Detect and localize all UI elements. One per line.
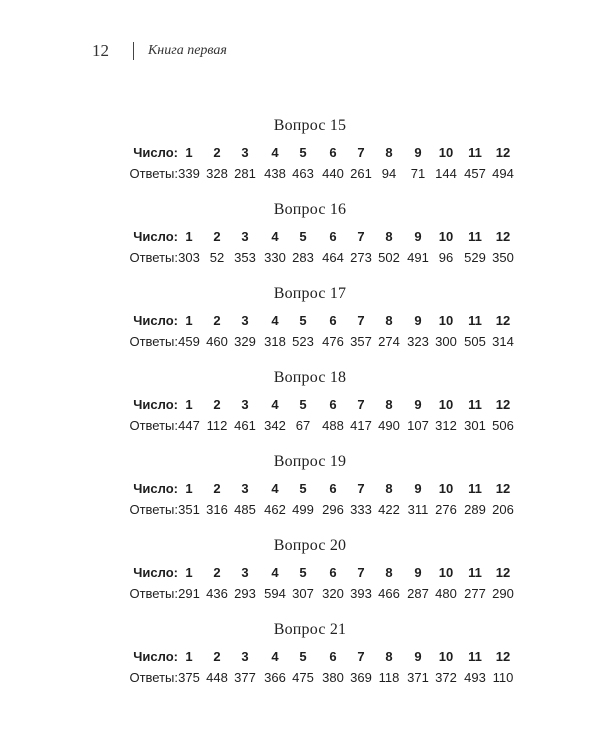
number-row-cell: 2: [213, 397, 221, 412]
number-row-cell: 3: [241, 649, 249, 664]
number-row-cell: 1: [185, 397, 193, 412]
answers-row-cell: 342: [264, 418, 286, 433]
answers-row-cell: 493: [464, 670, 486, 685]
answers-row-cell: 353: [234, 250, 256, 265]
number-row-cell: 8: [385, 481, 393, 496]
answers-row-cell: 67: [295, 418, 311, 433]
answers-row-cell: 494: [492, 166, 514, 181]
answers-row-label: Ответы:: [129, 250, 178, 265]
number-row-cell: 6: [329, 145, 337, 160]
answers-row-cell: 377: [234, 670, 256, 685]
question-title: Вопрос 16: [273, 201, 347, 218]
number-row-cell: 1: [185, 481, 193, 496]
number-row-cell: 3: [241, 145, 249, 160]
number-row-cell: 5: [299, 313, 307, 328]
number-row-cell: 10: [438, 649, 454, 664]
answers-row: [0, 668, 600, 688]
answers-row-cell: 314: [492, 334, 514, 349]
number-row: [0, 563, 600, 583]
number-row-cell: 5: [299, 481, 307, 496]
number-row-cell: 2: [213, 313, 221, 328]
number-row: [0, 479, 600, 499]
number-row-cell: 7: [357, 649, 365, 664]
answers-row-cell: 307: [292, 586, 314, 601]
answers-row-cell: 118: [378, 670, 400, 685]
answers-row-cell: 330: [264, 250, 286, 265]
number-row-cell: 12: [495, 229, 511, 244]
number-row-cell: 11: [468, 145, 482, 160]
answers-row: [0, 416, 600, 436]
answers-row-label: Ответы:: [129, 586, 178, 601]
number-row-cell: 4: [271, 397, 279, 412]
answers-row-cell: 107: [407, 418, 429, 433]
answers-row-cell: 206: [492, 502, 514, 517]
number-row-cell: 4: [271, 565, 279, 580]
number-row-label: Число:: [133, 313, 178, 328]
number-row-cell: 4: [271, 145, 279, 160]
number-row-cell: 12: [495, 145, 511, 160]
number-row-cell: 8: [385, 565, 393, 580]
number-row-cell: 9: [414, 397, 422, 412]
answers-row-cell: 460: [206, 334, 228, 349]
number-row-cell: 4: [271, 649, 279, 664]
answers-row-label: Ответы:: [129, 418, 178, 433]
answers-row-cell: 316: [206, 502, 228, 517]
question-list: [0, 116, 600, 704]
page-header: [92, 38, 227, 64]
answers-row-cell: 300: [435, 334, 457, 349]
number-row-cell: 12: [495, 649, 511, 664]
number-row-cell: 11: [468, 481, 482, 496]
book-title: Книга первая: [148, 43, 227, 58]
answers-row: [0, 584, 600, 604]
page-number: 12: [92, 41, 109, 60]
question-block: [0, 536, 600, 620]
number-row-cell: 11: [468, 397, 482, 412]
number-row: [0, 227, 600, 247]
answers-row-cell: 438: [264, 166, 286, 181]
answers-row-label: Ответы:: [129, 502, 178, 517]
number-row-label: Число:: [133, 397, 178, 412]
answers-row-cell: 291: [178, 586, 200, 601]
answers-row-cell: 523: [292, 334, 314, 349]
answers-row: [0, 500, 600, 520]
number-row-cell: 12: [495, 565, 511, 580]
number-row-cell: 2: [213, 649, 221, 664]
number-row: [0, 395, 600, 415]
number-row-label: Число:: [133, 229, 178, 244]
answers-row-cell: 144: [435, 166, 457, 181]
number-row-label: Число:: [133, 649, 178, 664]
answers-row: [0, 332, 600, 352]
answers-row-cell: 296: [322, 502, 344, 517]
answers-row-cell: 372: [435, 670, 457, 685]
answers-row-cell: 375: [178, 670, 200, 685]
answers-row-cell: 506: [492, 418, 514, 433]
answers-row-cell: 311: [407, 502, 429, 517]
answers-row-cell: 505: [464, 334, 486, 349]
answers-row-cell: 273: [350, 250, 372, 265]
answers-row-cell: 417: [350, 418, 372, 433]
number-row-cell: 8: [385, 649, 393, 664]
answers-row-cell: 499: [292, 502, 314, 517]
number-row-cell: 5: [299, 229, 307, 244]
answers-row-cell: 475: [292, 670, 314, 685]
answers-row-cell: 318: [264, 334, 286, 349]
answers-row-cell: 333: [350, 502, 372, 517]
answers-row-cell: 303: [178, 250, 200, 265]
number-row-cell: 2: [213, 145, 221, 160]
number-row-cell: 10: [438, 397, 454, 412]
question-title: Вопрос 18: [273, 369, 347, 386]
question-block: [0, 200, 600, 284]
answers-row-cell: 491: [407, 250, 429, 265]
number-row-cell: 11: [468, 229, 482, 244]
answers-row-cell: 466: [378, 586, 400, 601]
answers-row-cell: 369: [350, 670, 372, 685]
answers-row-cell: 490: [378, 418, 400, 433]
number-row-cell: 8: [385, 229, 393, 244]
question-block: [0, 116, 600, 200]
answers-row-cell: 293: [234, 586, 256, 601]
answers-row-cell: 447: [178, 418, 200, 433]
number-row-cell: 2: [213, 229, 221, 244]
number-row-cell: 3: [241, 313, 249, 328]
number-row-label: Число:: [133, 481, 178, 496]
answers-row-cell: 312: [435, 418, 457, 433]
number-row-cell: 7: [357, 481, 365, 496]
answers-row-cell: 393: [350, 586, 372, 601]
number-row-cell: 12: [495, 481, 511, 496]
answers-row-cell: 351: [178, 502, 200, 517]
answers-row-cell: 274: [378, 334, 400, 349]
answers-row-cell: 52: [209, 250, 225, 265]
answers-row-cell: 350: [492, 250, 514, 265]
answers-row-cell: 366: [264, 670, 286, 685]
answers-row: [0, 164, 600, 184]
number-row-label: Число:: [133, 145, 178, 160]
number-row-cell: 12: [495, 313, 511, 328]
number-row-cell: 5: [299, 649, 307, 664]
number-row-cell: 5: [299, 397, 307, 412]
number-row-cell: 9: [414, 565, 422, 580]
question-title: Вопрос 17: [273, 285, 347, 302]
number-row-cell: 3: [241, 229, 249, 244]
question-block: [0, 620, 600, 704]
question-title: Вопрос 21: [273, 621, 347, 638]
answers-row-cell: 440: [322, 166, 344, 181]
answers-row: [0, 248, 600, 268]
answers-row-cell: 287: [407, 586, 429, 601]
number-row-cell: 8: [385, 313, 393, 328]
number-row-cell: 10: [438, 565, 454, 580]
answers-row-cell: 480: [435, 586, 457, 601]
answers-row-label: Ответы:: [129, 166, 178, 181]
number-row-cell: 11: [468, 565, 482, 580]
number-row-cell: 9: [414, 481, 422, 496]
answers-row-cell: 71: [410, 166, 426, 181]
question-block: [0, 284, 600, 368]
answers-row-cell: 283: [292, 250, 314, 265]
answers-row-cell: 289: [464, 502, 486, 517]
number-row-cell: 10: [438, 229, 454, 244]
question-title: Вопрос 15: [273, 117, 347, 134]
number-row: [0, 311, 600, 331]
number-row-cell: 9: [414, 145, 422, 160]
answers-row-cell: 461: [234, 418, 256, 433]
answers-row-cell: 110: [492, 670, 514, 685]
answers-row-label: Ответы:: [129, 670, 178, 685]
number-row-cell: 10: [438, 145, 454, 160]
number-row-cell: 8: [385, 145, 393, 160]
answers-row-cell: 448: [206, 670, 228, 685]
number-row-cell: 6: [329, 565, 337, 580]
number-row-cell: 2: [213, 565, 221, 580]
number-row-cell: 7: [357, 229, 365, 244]
number-row-label: Число:: [133, 565, 178, 580]
answers-row-cell: 301: [464, 418, 486, 433]
answers-row-cell: 464: [322, 250, 344, 265]
answers-row-cell: 380: [322, 670, 344, 685]
number-row-cell: 4: [271, 229, 279, 244]
answers-row-cell: 320: [322, 586, 344, 601]
number-row-cell: 7: [357, 145, 365, 160]
answers-row-cell: 485: [234, 502, 256, 517]
answers-row-cell: 112: [206, 418, 228, 433]
answers-row-cell: 329: [234, 334, 256, 349]
number-row-cell: 5: [299, 145, 307, 160]
number-row-cell: 1: [185, 229, 193, 244]
number-row-cell: 1: [185, 313, 193, 328]
answers-row-cell: 502: [378, 250, 400, 265]
number-row-cell: 12: [495, 397, 511, 412]
number-row-cell: 9: [414, 229, 422, 244]
answers-row-cell: 281: [234, 166, 256, 181]
answers-row-cell: 462: [264, 502, 286, 517]
answers-row-cell: 476: [322, 334, 344, 349]
number-row-cell: 2: [213, 481, 221, 496]
number-row-cell: 6: [329, 481, 337, 496]
answers-row-cell: 277: [464, 586, 486, 601]
number-row-cell: 4: [271, 313, 279, 328]
number-row-cell: 7: [357, 313, 365, 328]
number-row-cell: 6: [329, 649, 337, 664]
number-row-cell: 11: [468, 313, 482, 328]
answers-row-cell: 339: [178, 166, 200, 181]
number-row-cell: 7: [357, 397, 365, 412]
number-row-cell: 1: [185, 649, 193, 664]
answers-row-cell: 357: [350, 334, 372, 349]
question-block: [0, 452, 600, 536]
answers-row-cell: 96: [438, 250, 454, 265]
number-row: [0, 143, 600, 163]
number-row-cell: 6: [329, 313, 337, 328]
number-row-cell: 3: [241, 481, 249, 496]
answers-row-cell: 276: [435, 502, 457, 517]
number-row-cell: 11: [468, 649, 482, 664]
question-block: [0, 368, 600, 452]
number-row-cell: 1: [185, 145, 193, 160]
number-row: [0, 647, 600, 667]
answers-row-cell: 436: [206, 586, 228, 601]
answers-row-cell: 328: [206, 166, 228, 181]
answers-row-cell: 459: [178, 334, 200, 349]
number-row-cell: 3: [241, 565, 249, 580]
number-row-cell: 6: [329, 229, 337, 244]
answers-row-cell: 457: [464, 166, 486, 181]
answers-row-cell: 594: [264, 586, 286, 601]
number-row-cell: 1: [185, 565, 193, 580]
question-title: Вопрос 20: [273, 537, 347, 554]
answers-row-cell: 422: [378, 502, 400, 517]
number-row-cell: 9: [414, 649, 422, 664]
number-row-cell: 9: [414, 313, 422, 328]
answers-row-cell: 371: [407, 670, 429, 685]
answers-row-cell: 290: [492, 586, 514, 601]
number-row-cell: 3: [241, 397, 249, 412]
answers-row-cell: 261: [350, 166, 372, 181]
header-divider: [133, 42, 134, 60]
answers-row-cell: 463: [292, 166, 314, 181]
answers-row-cell: 488: [322, 418, 344, 433]
answers-row-cell: 94: [381, 166, 397, 181]
answers-row-label: Ответы:: [129, 334, 178, 349]
number-row-cell: 10: [438, 481, 454, 496]
number-row-cell: 4: [271, 481, 279, 496]
answers-row-cell: 323: [407, 334, 429, 349]
number-row-cell: 10: [438, 313, 454, 328]
question-title: Вопрос 19: [273, 453, 347, 470]
number-row-cell: 8: [385, 397, 393, 412]
number-row-cell: 5: [299, 565, 307, 580]
number-row-cell: 6: [329, 397, 337, 412]
number-row-cell: 7: [357, 565, 365, 580]
answers-row-cell: 529: [464, 250, 486, 265]
